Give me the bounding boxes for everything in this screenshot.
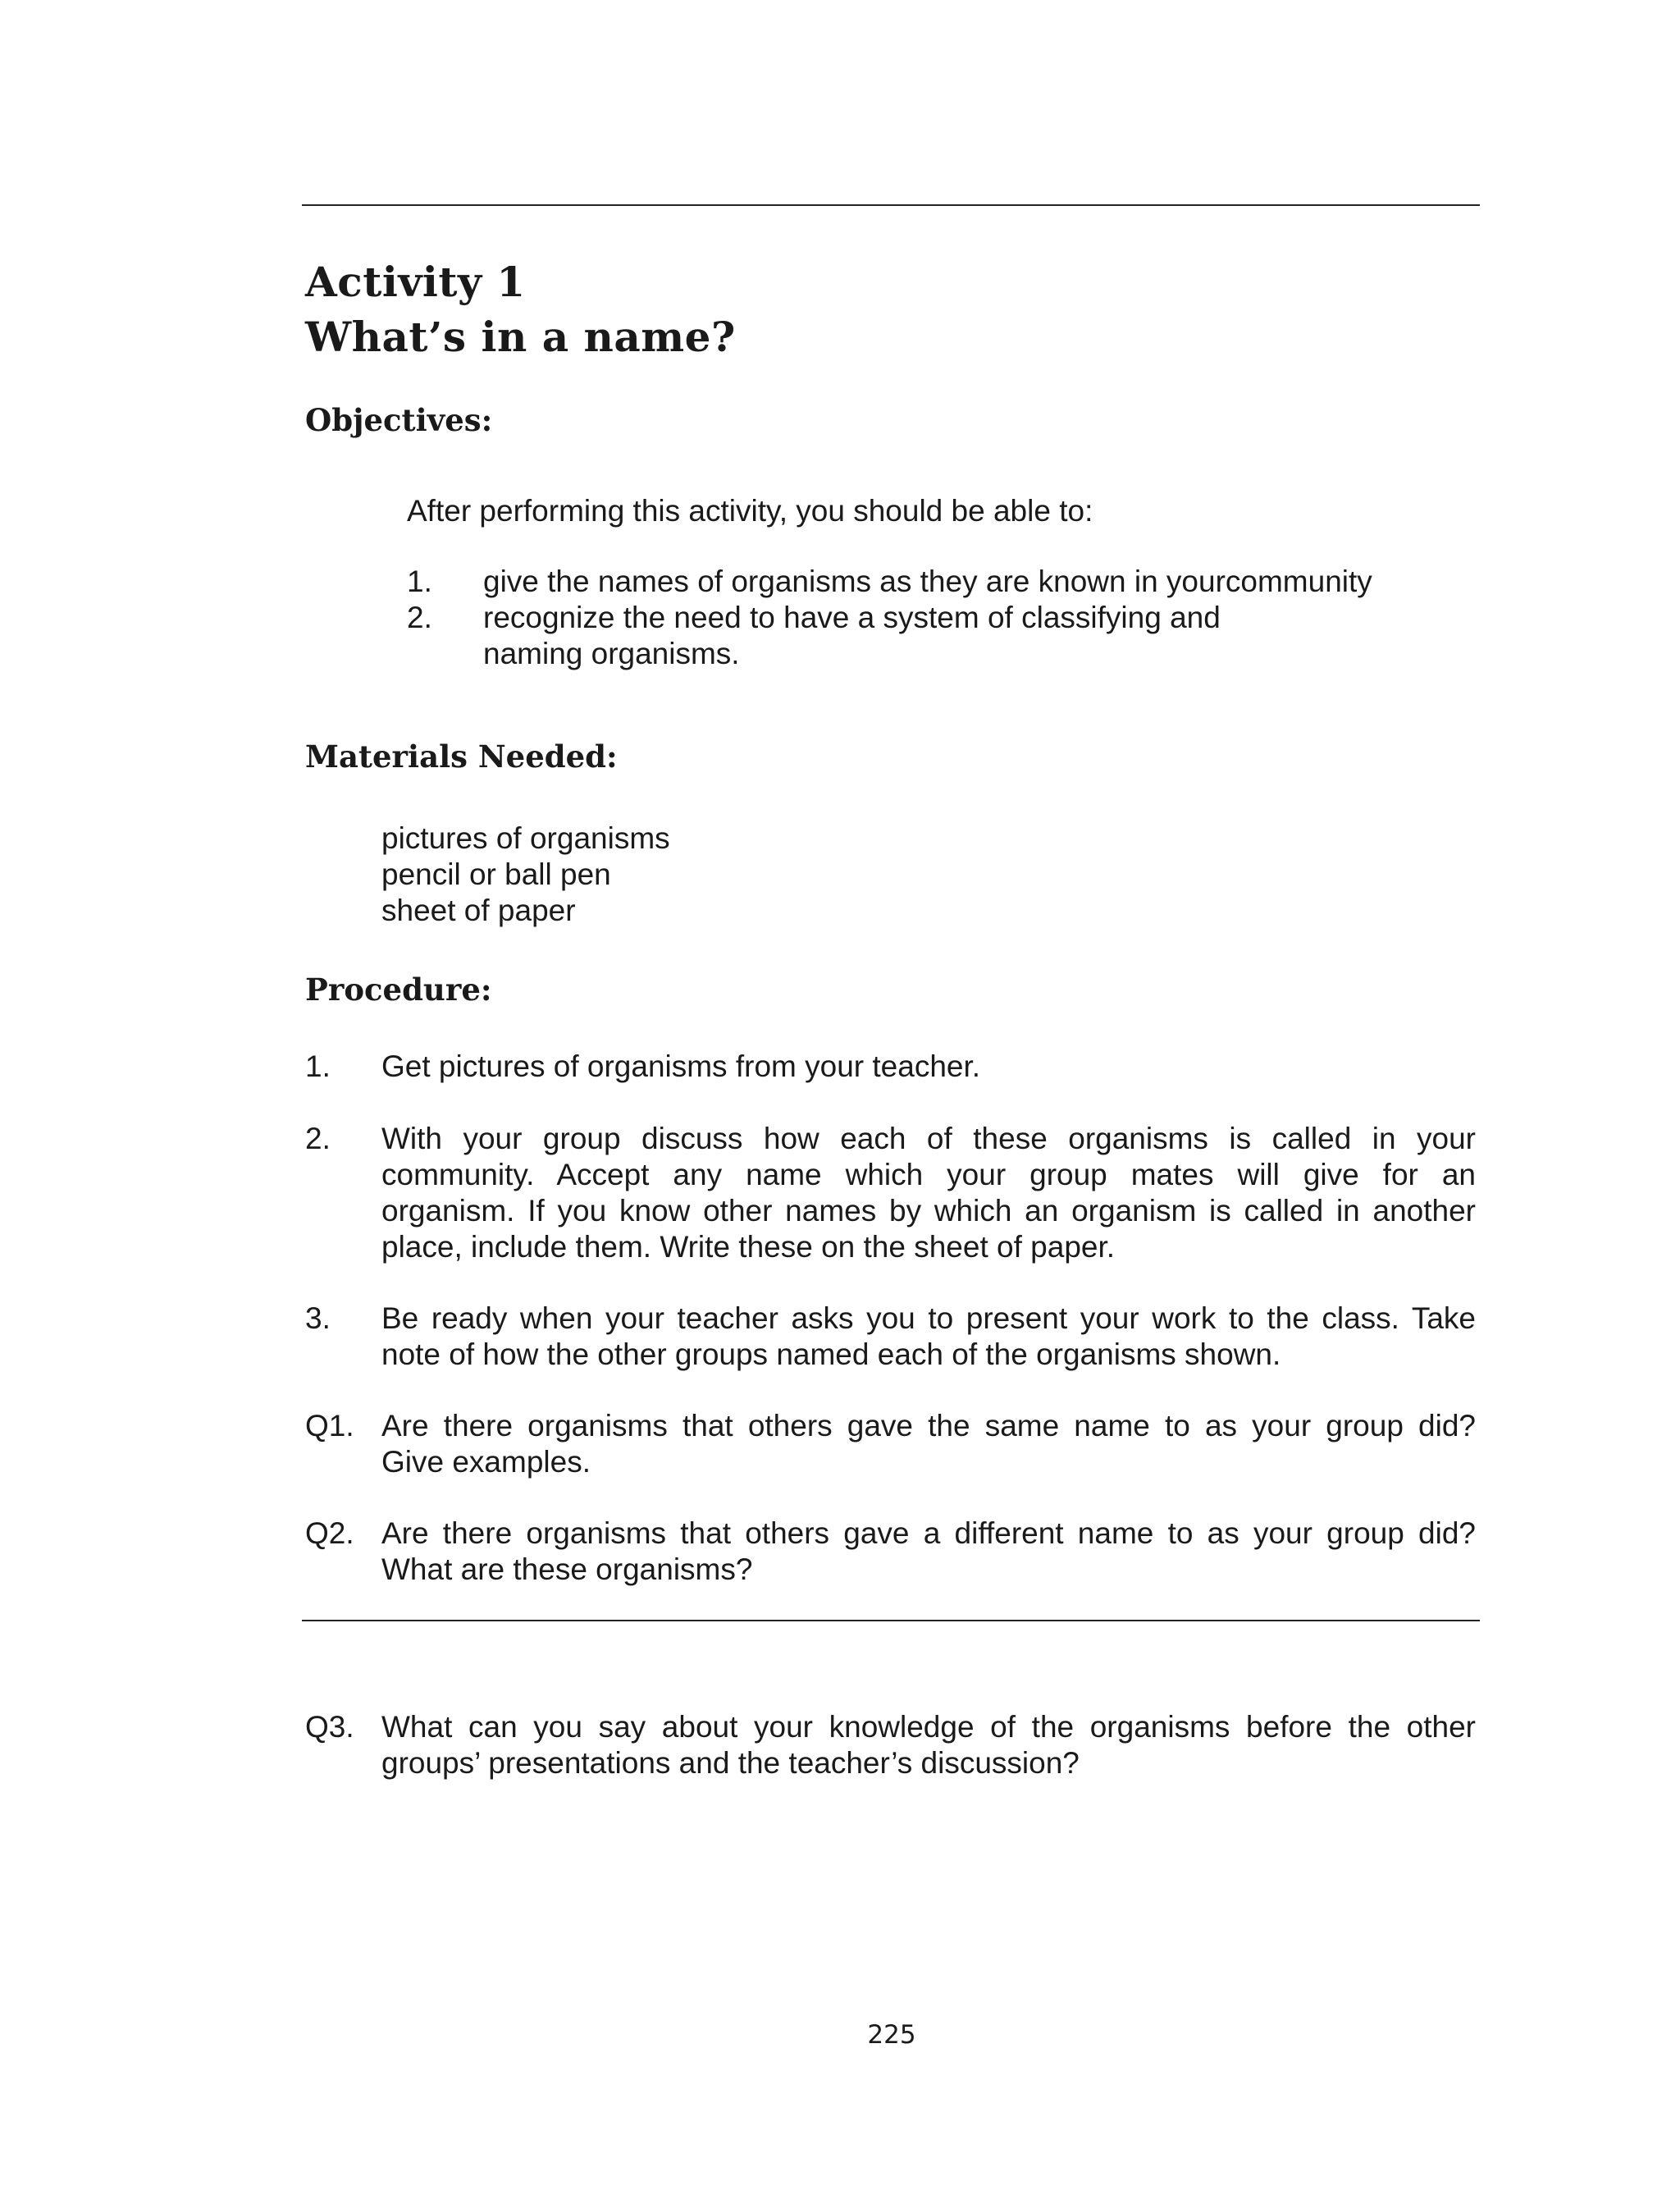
question-text	[381, 1709, 1476, 1781]
procedure-step-number: 3.	[305, 1301, 331, 1335]
procedure-step-number: 2.	[305, 1122, 331, 1155]
question-line: What are these organisms?	[381, 1552, 753, 1586]
procedure-step-line: community. Accept any name which your group mates will give for an	[381, 1158, 1476, 1191]
question-line: groups’ presentations and the teacher’s discussion?	[381, 1746, 1080, 1780]
material-item: pictures of organisms	[381, 821, 670, 855]
question-number: Q2.	[305, 1516, 354, 1550]
procedure-step-text	[381, 1049, 1476, 1085]
objective-text: give the names of organisms as they are known in yourcommunity	[483, 565, 1372, 598]
procedure-step-line: Be ready when your teacher asks you to present your work to the class. Take	[381, 1301, 1476, 1335]
question-line: Are there organisms that others gave the same name to as your group did?	[381, 1409, 1476, 1442]
material-item: sheet of paper	[381, 894, 576, 927]
procedure-step-number: 1.	[305, 1049, 331, 1083]
procedure-step-line: Get pictures of organisms from your teacher.	[381, 1049, 981, 1083]
question-line: What can you say about your knowledge of the organisms before the other	[381, 1710, 1476, 1744]
activity-number-title: Activity 1	[305, 258, 526, 306]
material-item: pencil or ball pen	[381, 857, 611, 891]
objectives-heading: Objectives:	[305, 402, 493, 438]
procedure-step-line: note of how the other groups named each of the organisms shown.	[381, 1337, 1281, 1371]
materials-heading: Materials Needed:	[305, 738, 618, 775]
objective-text: naming organisms.	[483, 637, 740, 670]
question-line: Give examples.	[381, 1445, 591, 1479]
question-text	[381, 1408, 1476, 1480]
question-number: Q1.	[305, 1409, 354, 1442]
procedure-step-line: With your group discuss how each of these organisms is called in your	[381, 1122, 1476, 1155]
top-rule	[302, 204, 1480, 206]
question-line: Are there organisms that others gave a different name to as your group did?	[381, 1516, 1476, 1550]
objectives-intro: After performing this activity, you should be able to:	[407, 494, 1093, 528]
objective-text: recognize the need to have a system of classifying and	[483, 601, 1221, 634]
section-divider-rule	[302, 1620, 1480, 1621]
procedure-step-text	[381, 1301, 1476, 1373]
page-number: 225	[867, 2020, 916, 2050]
question-number: Q3.	[305, 1710, 354, 1744]
question-text	[381, 1516, 1476, 1588]
procedure-step-line: place, include them. Write these on the sheet of paper.	[381, 1230, 1116, 1264]
objective-number: 2.	[407, 601, 432, 634]
procedure-step-line: organism. If you know other names by which an organism is called in another	[381, 1194, 1476, 1228]
procedure-heading: Procedure:	[305, 972, 492, 1008]
procedure-step-text	[381, 1121, 1476, 1265]
activity-title: What’s in a name?	[305, 313, 736, 361]
objective-number: 1.	[407, 565, 432, 598]
